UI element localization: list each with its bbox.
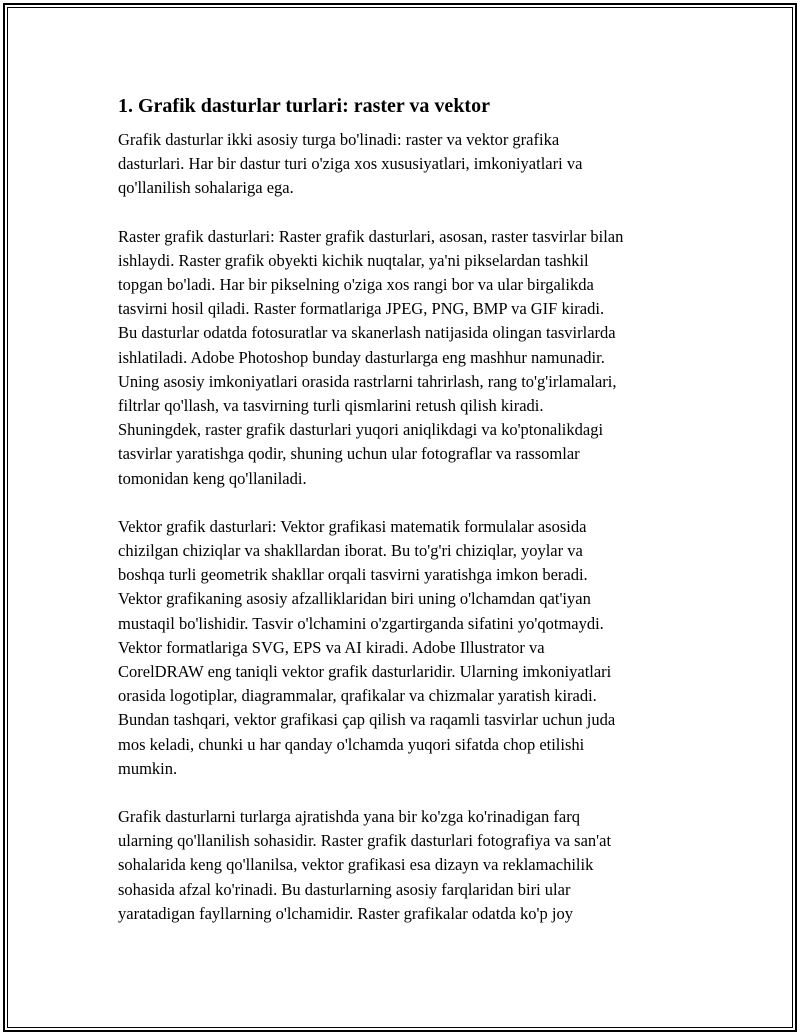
paragraph-line: Vektor formatlariga SVG, EPS va AI kiradi. Adobe Illustrator va <box>118 637 545 657</box>
paragraph-line: sohalarida keng qo'llanilsa, vektor grafikasi esa dizayn va reklamachilik <box>118 855 594 875</box>
paragraph-line: Grafik dasturlar ikki asosiy turga bo'linadi: raster va vektor grafika <box>118 130 560 149</box>
paragraph-line: ishlatiladi. Adobe Photoshop bunday dasturlarga eng mashhur namunadir. <box>118 347 605 367</box>
paragraph-line: yaratadigan fayllarning o'lchamidir. Raster grafikalar odatda ko'p joy <box>118 903 573 923</box>
paragraph-line: Uning asosiy imkoniyatlari orasida rastrlarni tahrirlash, rang to'g'irlamalari, <box>118 371 617 391</box>
paragraph-line: Vektor grafik dasturlari: Vektor grafikasi matematik formulalar asosida <box>118 516 587 536</box>
paragraph-line: ishlaydi. Raster grafik obyekti kichik nuqtalar, ya'ni pikselardan tashkil <box>118 250 589 270</box>
paragraph-line: Grafik dasturlarni turlarga ajratishda yana bir ko'zga ko'rinadigan farq <box>118 807 580 827</box>
paragraph-line: Bundan tashqari, vektor grafikasi çap qilish va raqamli tasvirlar uchun juda <box>118 710 616 730</box>
paragraph-line: tasvirni hosil qiladi. Raster formatlariga JPEG, PNG, BMP va GIF kiradi. <box>118 299 605 319</box>
paragraph-line: qo'llanilish sohalariga ega. <box>118 178 294 198</box>
paragraph-line: Vektor grafikaning asosiy afzalliklaridan biri uning o'lchamdan qat'iyan <box>118 589 591 609</box>
paragraph <box>118 805 698 926</box>
paragraph <box>118 225 698 491</box>
paragraph-list <box>118 128 698 926</box>
paragraph-line: CorelDRAW eng taniqli vektor grafik dasturlaridir. Ularning imkoniyatlari <box>118 662 612 682</box>
paragraph-line: tasvirlar yaratishga qodir, shuning uchun ular fotograflar va rassomlar <box>118 444 580 464</box>
paragraph-line: Raster grafik dasturlari: Raster grafik dasturlari, asosan, raster tasvirlar bilan <box>118 226 624 246</box>
paragraph-line: dasturlari. Har bir dastur turi o'ziga xos xususiyatlari, imkoniyatlari va <box>118 154 583 174</box>
paragraph-line: mustaqil bo'lishidir. Tasvir o'lchamini o'zgartirganda sifatini yo'qotmaydi. <box>118 613 604 633</box>
paragraph-line: topgan bo'ladi. Har bir pikselning o'ziga xos rangi bor va ular birgalikda <box>118 275 594 295</box>
document-body <box>118 93 698 926</box>
paragraph-line: boshqa turli geometrik shakllar orqali tasvirni yaratishga imkon beradi. <box>118 565 588 585</box>
paragraph-line: filtrlar qo'llash, va tasvirning turli qismlarini retush qilish kiradi. <box>118 396 544 416</box>
paragraph-line: mumkin. <box>118 758 178 778</box>
paragraph <box>118 515 698 781</box>
paragraph-line: ularning qo'llanilish sohasidir. Raster grafik dasturlari fotografiya va san'at <box>118 831 612 851</box>
paragraph-line: mos keladi, chunki u har qanday o'lchamda yuqori sifatda chop etilishi <box>118 734 585 754</box>
paragraph-line: Bu dasturlar odatda fotosuratlar va skanerlash natijasida olingan tasvirlarda <box>118 323 616 343</box>
paragraph-line: chizilgan chiziqlar va shakllardan iborat. Bu to'g'ri chiziqlar, yoylar va <box>118 541 583 561</box>
paragraph-line: sohasida afzal ko'rinadi. Bu dasturlarning asosiy farqlaridan biri ular <box>118 879 571 899</box>
paragraph-line: tomonidan keng qo'llaniladi. <box>118 468 307 488</box>
paragraph <box>118 128 698 201</box>
section-heading: 1. Grafik dasturlar turlari: raster va vektor <box>118 95 490 117</box>
paragraph-line: orasida logotiplar, diagrammalar, qrafikalar va chizmalar yaratish kiradi. <box>118 686 597 706</box>
paragraph-line: Shuningdek, raster grafik dasturlari yuqori aniqlikdagi va ko'ptonalikdagi <box>118 420 604 440</box>
